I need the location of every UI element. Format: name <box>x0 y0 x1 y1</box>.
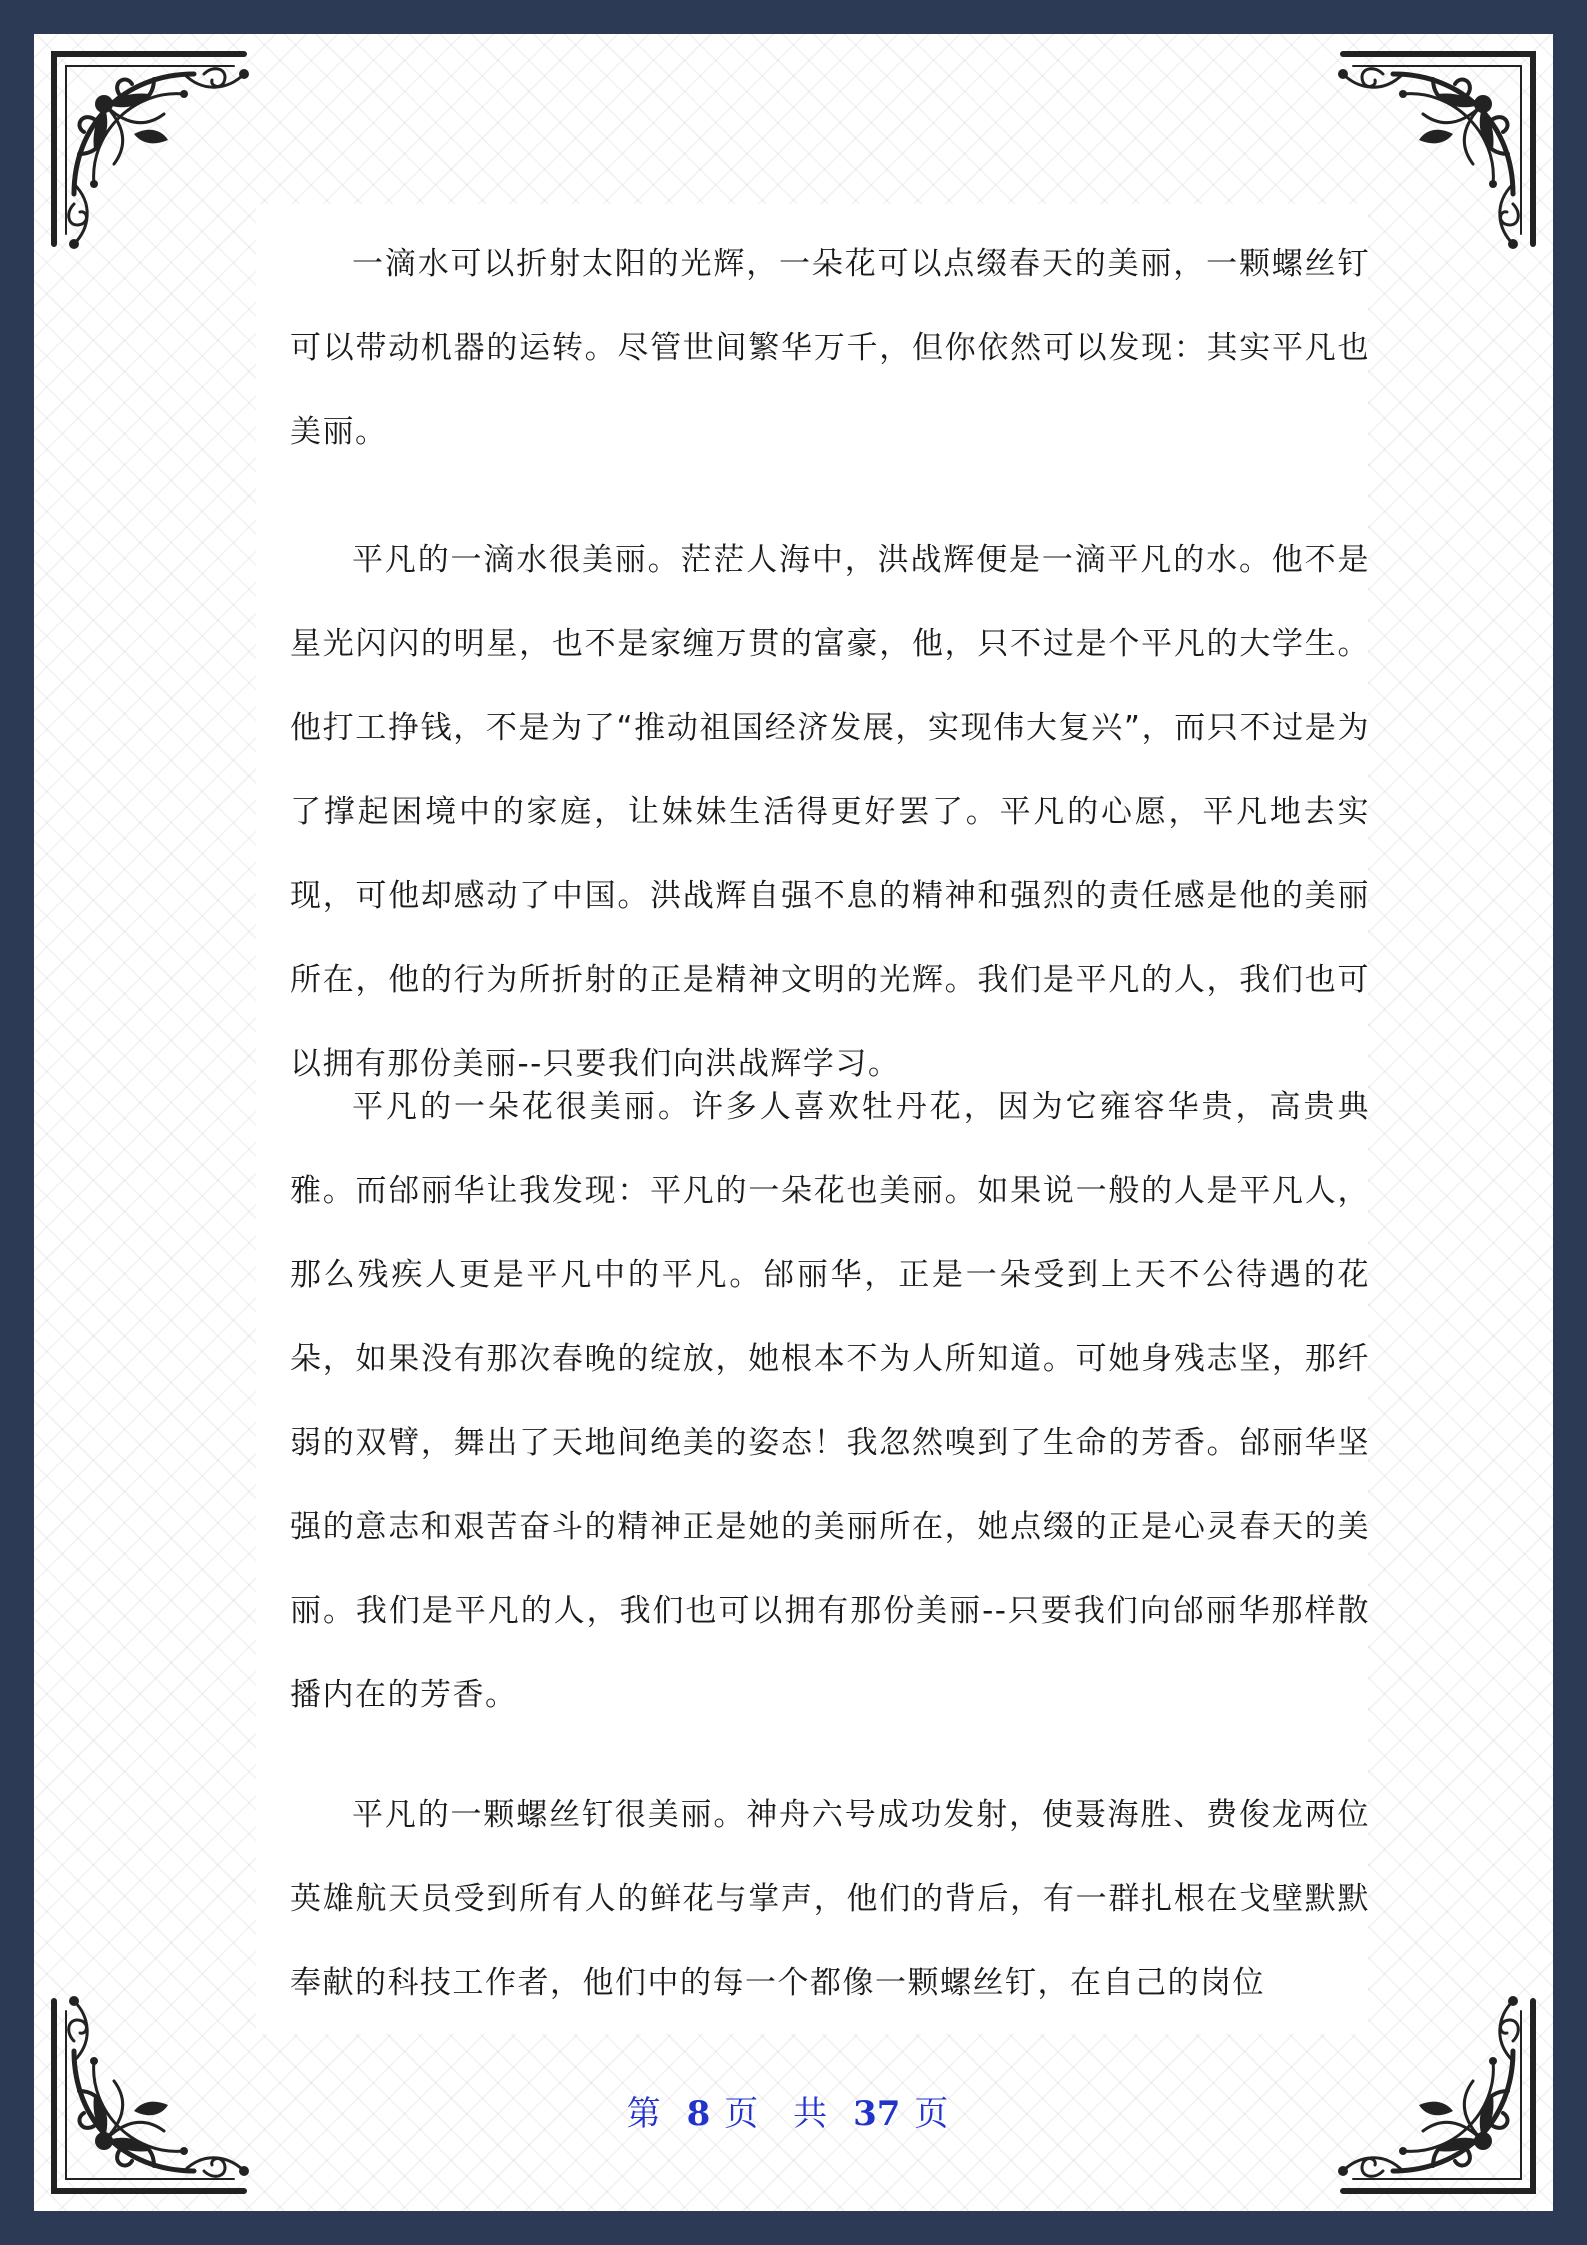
paragraph: 平凡的一朵花很美丽。许多人喜欢牡丹花，因为它雍容华贵，高贵典雅。而邰丽华让我发现：平凡的一朵花也美丽。如果说一般的人是平凡人，那么残疾人更是平凡中的平凡。邰丽华，正是一朵受到上天不公待遇的花朵，如果没有那次春晚的绽放，她根本不为人所知道。可她身残志坚，那纤弱的双臂，舞出了天地间绝美的姿态！我忽然嗅到了生命的芳香。邰丽华坚强的意志和艰苦奋斗的精神正是她的美丽所在，她点缀的正是心灵春天的美丽。我们是平凡的人，我们也可以拥有那份美丽--只要我们向邰丽华那样散播内在的芳香。 <box>290 1089 1370 1713</box>
total-page-count: 37 <box>853 2094 901 2134</box>
current-page-number: 8 <box>686 2094 711 2134</box>
page-number-footer <box>34 2086 1553 2135</box>
footer-prefix: 第 <box>626 2094 673 2134</box>
floral-corner-ornament-icon <box>34 34 264 264</box>
footer-middle: 页 共 <box>724 2094 840 2134</box>
paragraph: 平凡的一滴水很美丽。茫茫人海中，洪战辉便是一滴平凡的水。他不是星光闪闪的明星，也不是家缠万贯的富豪，他，只不过是个平凡的大学生。他打工挣钱，不是为了“推动祖国经济发展，实现伟大复兴”，而只不过是为了撑起困境中的家庭，让妹妹生活得更好罢了。平凡的心愿，平凡地去实现，可他却感动了中国。洪战辉自强不息的精神和强烈的责任感是他的美丽所在，他的行为所折射的正是精神文明的光辉。我们是平凡的人，我们也可以拥有那份美丽--只要我们向洪战辉学习。 <box>290 542 1370 1082</box>
body-text-block <box>256 204 1368 2034</box>
footer-suffix: 页 <box>914 2094 961 2134</box>
document-page <box>34 34 1553 2211</box>
paragraph: 平凡的一颗螺丝钉很美丽。神舟六号成功发射，使聂海胜、费俊龙两位英雄航天员受到所有人的鲜花与掌声，他们的背后，有一群扎根在戈壁默默奉献的科技工作者，他们中的每一个都像一颗螺丝钉，在自己的岗位 <box>290 1797 1370 2001</box>
paragraph: 一滴水可以折射太阳的光辉，一朵花可以点缀春天的美丽，一颗螺丝钉可以带动机器的运转。尽管世间繁华万千，但你依然可以发现：其实平凡也美丽。 <box>290 246 1370 450</box>
